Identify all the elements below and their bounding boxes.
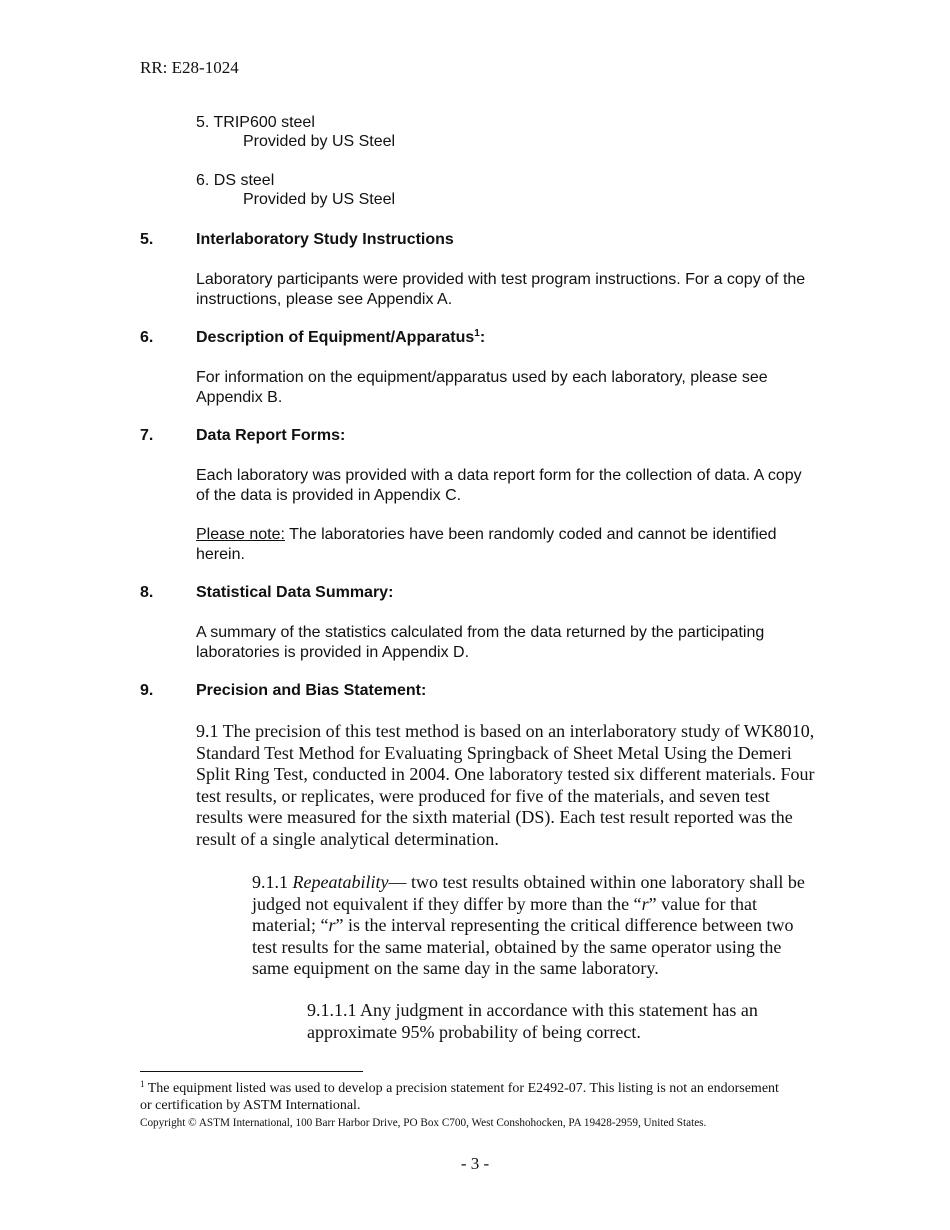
- paragraph-9-1-1: [252, 872, 812, 980]
- section-7-body: Each laboratory was provided with a data report form for the collection of data. A copy of the data is provided in Appendix C.: [196, 467, 802, 504]
- material-item-6: [196, 171, 395, 209]
- paragraph-9-1: 9.1 The precision of this test method is based on an interlaboratory study of WK8010, Standard Test Method for Evaluating Springback of Sheet Metal Using the Demeri Split Ring Test, conducted in 2004. One laboratory tested six different materials. Four test results, or replicates, were produced for five of the materials, and seven test results were measured for the sixth material (DS). Each test result reported was the result of a single analytical determination.: [196, 721, 815, 849]
- r-symbol: r: [641, 893, 649, 914]
- section-9-title: Precision and Bias Statement:: [196, 682, 427, 699]
- repeatability-term: Repeatability: [292, 872, 389, 892]
- footnote-text: The equipment listed was used to develop a precision statement for E2492-07. This listing is not an endorsement or certification by ASTM International.: [140, 1081, 779, 1113]
- p911-text-c: ” is the interval representing the critical difference between two test results for the same material, obtained by the same operator using the same equipment on the same day in the same laboratory.: [252, 915, 794, 978]
- p911-number: 9.1.1: [252, 872, 293, 892]
- section-8-number: 8.: [140, 584, 154, 601]
- section-8-title: Statistical Data Summary:: [196, 584, 394, 601]
- section-5-number: 5.: [140, 231, 154, 248]
- copyright-notice: Copyright © ASTM International, 100 Barr Harbor Drive, PO Box C700, West Conshohocken, PA 19428-2959, United States.: [140, 1117, 707, 1129]
- material-label: 5. TRIP600 steel: [196, 114, 315, 131]
- section-7-title: Data Report Forms:: [196, 427, 346, 444]
- section-8-body: A summary of the statistics calculated from the data returned by the participating laboratories is provided in Appendix D.: [196, 624, 765, 661]
- report-id-header: RR: E28-1024: [140, 58, 239, 77]
- section-6-number: 6.: [140, 329, 154, 346]
- section-9-number: 9.: [140, 682, 154, 699]
- p911-text-b: ” value for that material; “: [252, 893, 758, 935]
- material-provider: Provided by US Steel: [243, 191, 396, 208]
- section-5-body: Laboratory participants were provided with test program instructions. For a copy of the instructions, please see Appendix A.: [196, 271, 806, 308]
- section-6-title-text: Description of Equipment/Apparatus: [196, 329, 475, 346]
- note-label: Please note:: [196, 526, 285, 543]
- r-symbol: r: [328, 915, 336, 935]
- section-5-title: Interlaboratory Study Instructions: [196, 231, 454, 248]
- material-item-5: [196, 113, 395, 151]
- page-number: - 3 -: [460, 1154, 490, 1173]
- paragraph-9-1-1-1: 9.1.1.1 Any judgment in accordance with this statement has an approximate 95% probability of being correct.: [307, 1000, 758, 1042]
- footnote-1: [140, 1080, 790, 1114]
- section-7-number: 7.: [140, 427, 154, 444]
- section-6-title-colon: :: [479, 329, 486, 346]
- p911-text-a: — two test results obtained within one laboratory shall be judged not equivalent if they differ by more than the “: [252, 872, 805, 914]
- section-7-note: [196, 525, 816, 564]
- note-text: The laboratories have been randomly coded and cannot be identified herein.: [196, 526, 777, 563]
- material-provider: Provided by US Steel: [243, 133, 396, 150]
- material-label: 6. DS steel: [196, 172, 275, 189]
- footnote-ref-1: 1: [474, 328, 480, 339]
- section-6-body: For information on the equipment/apparatus used by each laboratory, please see Appendix B.: [196, 369, 768, 406]
- section-6-title: [196, 329, 485, 347]
- footnote-divider: [140, 1071, 363, 1072]
- footnote-marker: 1: [140, 1079, 145, 1089]
